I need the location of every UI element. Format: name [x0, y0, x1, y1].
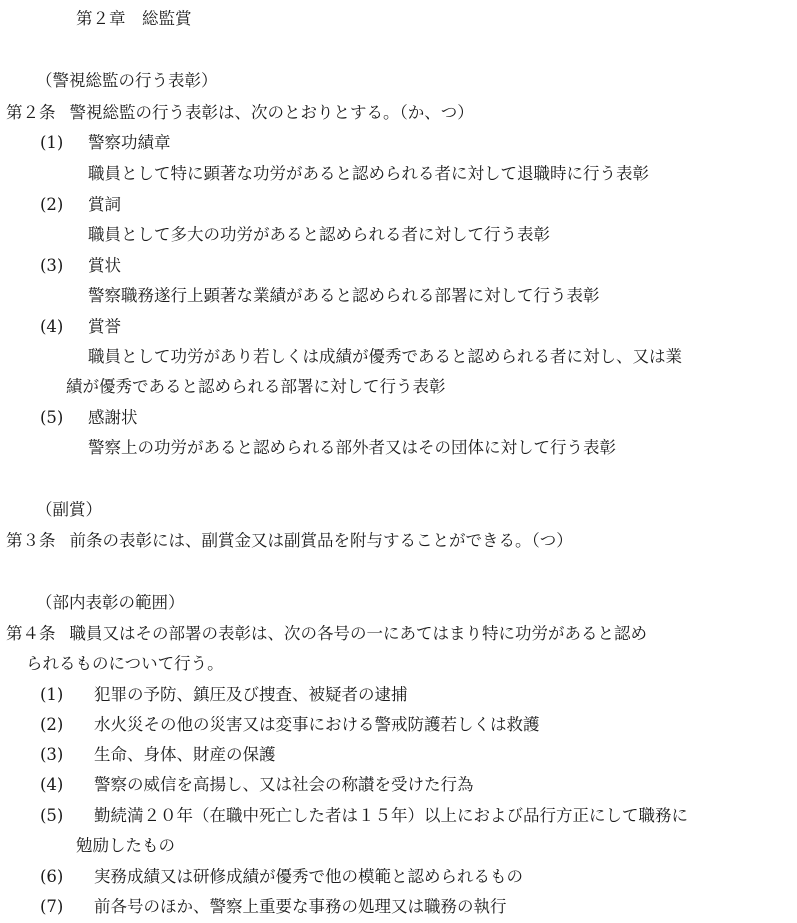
- article-4-item-5: [40, 805, 688, 827]
- article-3-caption: （副賞）: [36, 500, 102, 519]
- article-3-label: 第３条: [6, 531, 56, 550]
- article-2-item-2: [40, 194, 121, 216]
- article-4-caption: （部内表彰の範囲）: [36, 593, 185, 612]
- item-text-1: 勤続満２０年（在職中死亡した者は１５年）以上におよび品行方正にして職務に: [94, 806, 688, 825]
- article-4-item-7: [40, 896, 507, 918]
- item-text: 前各号のほか、警察上重要な事務の処理又は職務の執行: [94, 897, 507, 916]
- article-4-item-6: [40, 866, 523, 888]
- item-title: 感謝状: [88, 408, 138, 427]
- item-number: (3): [40, 256, 64, 275]
- article-4-text-1: 職員又はその部署の表彰は、次の各号の一にあてはまり特に功労があると認め: [69, 624, 647, 643]
- article-2-item-2-desc: 職員として多大の功労があると認められる者に対して行う表彰: [88, 225, 550, 244]
- article-2-item-5: [40, 407, 138, 429]
- item-number: (7): [40, 897, 64, 916]
- item-number: (2): [40, 195, 64, 214]
- item-number: (1): [40, 685, 64, 704]
- item-text: 実務成績又は研修成績が優秀で他の模範と認められるもの: [94, 867, 523, 886]
- item-text: 水火災その他の災害又は変事における警戒防護若しくは救護: [94, 715, 540, 734]
- item-number: (2): [40, 715, 64, 734]
- item-title: 賞誉: [88, 317, 121, 336]
- article-4-label: 第４条: [6, 624, 56, 643]
- item-title: 警察功績章: [88, 133, 171, 152]
- article-4-line-1: [6, 623, 647, 645]
- item-title: 賞詞: [88, 195, 121, 214]
- item-number: (1): [40, 133, 64, 152]
- article-2-item-1-desc: 職員として特に顕著な功労があると認められる者に対して退職時に行う表彰: [88, 164, 649, 183]
- article-4-item-5-cont: 勉励したもの: [76, 836, 175, 855]
- article-3-text: 前条の表彰には、副賞金又は副賞品を附与することができる。（つ）: [69, 531, 573, 550]
- article-4-item-4: [40, 774, 474, 796]
- item-number: (4): [40, 775, 64, 794]
- article-2-item-4-desc-1: 職員として功労があり若しくは成績が優秀であると認められる者に対し、又は業: [88, 347, 682, 366]
- article-2-item-4: [40, 316, 121, 338]
- item-number: (3): [40, 745, 64, 764]
- item-text: 犯罪の予防、鎮圧及び捜査、被疑者の逮捕: [94, 685, 408, 704]
- article-3-line: [6, 530, 573, 552]
- item-title: 賞状: [88, 256, 121, 275]
- article-2-item-1: [40, 132, 171, 154]
- article-4-text-2: られるものについて行う。: [26, 654, 224, 673]
- item-number: (4): [40, 317, 64, 336]
- item-number: (5): [40, 408, 64, 427]
- item-text: 警察の威信を高揚し、又は社会の称讃を受けた行為: [94, 775, 474, 794]
- item-text: 生命、身体、財産の保護: [94, 745, 276, 764]
- article-4-item-2: [40, 714, 540, 736]
- article-2-line: [6, 102, 474, 124]
- article-4-item-1: [40, 684, 408, 706]
- item-number: (5): [40, 806, 64, 825]
- article-2-item-4-desc-2: 績が優秀であると認められる部署に対して行う表彰: [66, 377, 446, 396]
- chapter-heading: 第２章 総監賞: [76, 9, 192, 28]
- item-number: (6): [40, 867, 64, 886]
- article-2-caption: （警視総監の行う表彰）: [36, 71, 218, 90]
- article-2-item-5-desc: 警察上の功労があると認められる部外者又はその団体に対して行う表彰: [88, 438, 616, 457]
- article-4-item-3: [40, 744, 276, 766]
- article-2-label: 第２条: [6, 103, 56, 122]
- article-2-text: 警視総監の行う表彰は、次のとおりとする。（か、つ）: [69, 103, 474, 122]
- article-2-item-3: [40, 255, 121, 277]
- article-2-item-3-desc: 警察職務遂行上顕著な業績があると認められる部署に対して行う表彰: [88, 286, 600, 305]
